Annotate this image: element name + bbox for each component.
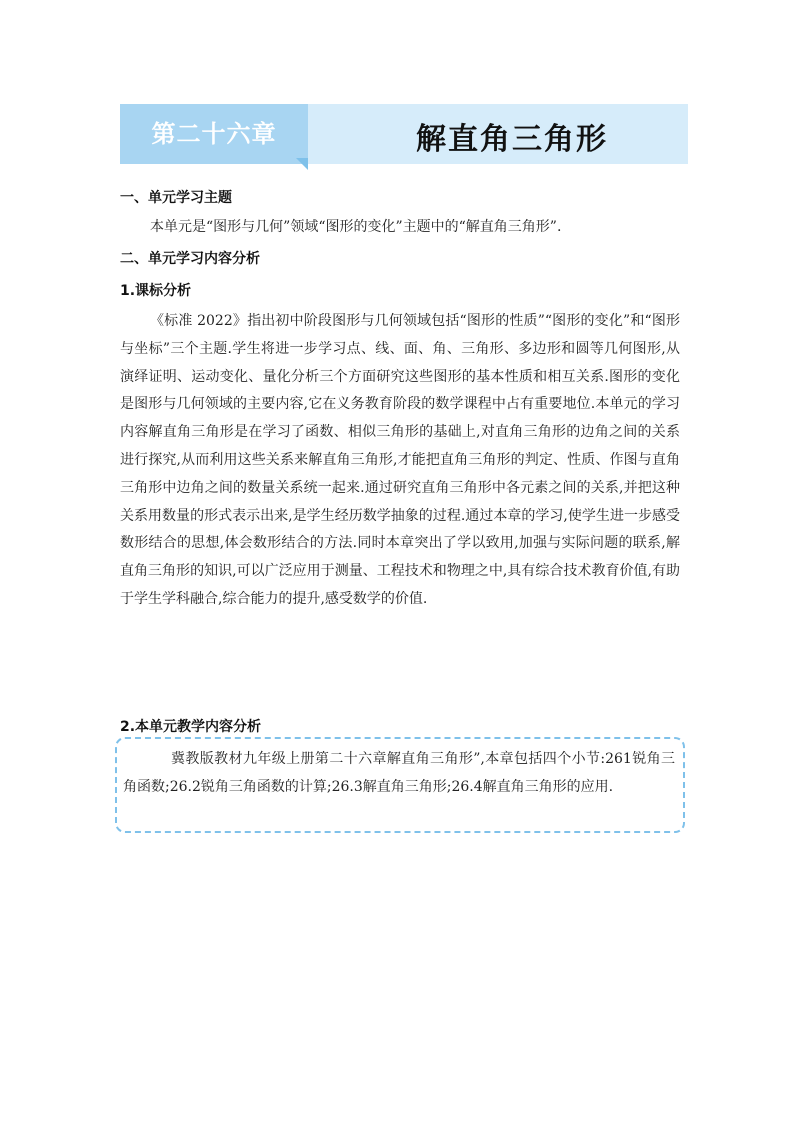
teaching-content-paragraph: 冀教版教材九年级上册第二十六章解直角三角形”,本章包括四个小节:261锐角三角函数;26.2锐角三角函数的计算;26.3解直角三角形;26.4解直角三角形的应用. [123, 751, 675, 795]
chapter-title: 解直角三角形 [416, 122, 608, 157]
section-heading-theme: 一、单元学习主题 [120, 190, 232, 206]
subsection-heading-teaching-content: 2.本单元教学内容分析 [120, 719, 262, 735]
section-heading-content-analysis: 二、单元学习内容分析 [120, 251, 260, 267]
chapter-banner [120, 104, 688, 170]
banner-corner-decoration [296, 158, 308, 170]
standard-analysis-paragraph: 《标准 2022》指出初中阶段图形与几何领域包括“图形的性质”“图形的变化”和“图形与坐标”三个主题.学生将进一步学习点、线、面、角、三角形、多边形和圆等几何图形,从演绎证明、运动变化、量化分析三个方面研究这些图形的基本性质和相互关系.图形的变化是图形与几何领域的主要内容,它在义务教育阶段的数学课程中占有重要地位.本单元的学习内容解直角三角形是在学习了函数、相似三角形的基础上,对直角三角形的边角之间的关系进行探究,从而利用这些关系来解直角三角形,才能把直角三角形的判定、性质、作图与直角三角形中边角之间的数量关系统一起来.通过研究直角三角形中各元素之间的关系,并把这种关系用数量的形式表示出来,是学生经历数学抽象的过程.通过本章的学习,使学生进一步感受数形结合的思想,体会数形结合的方法.同时本章突出了学以致用,加强与实际问题的联系,解直角三角形的知识,可以广泛应用于测量、工程技术和物理之中,具有综合技术教育价值,有助于学生学科融合,综合能力的提升,感受数学的价值. [120, 313, 680, 607]
theme-paragraph: 本单元是“图形与几何”领域“图形的变化”主题中的“解直角三角形”. [150, 219, 562, 235]
teaching-content-box [115, 737, 685, 833]
subsection-heading-standard: 1.课标分析 [120, 283, 192, 299]
chapter-label: 第二十六章 [120, 104, 308, 164]
